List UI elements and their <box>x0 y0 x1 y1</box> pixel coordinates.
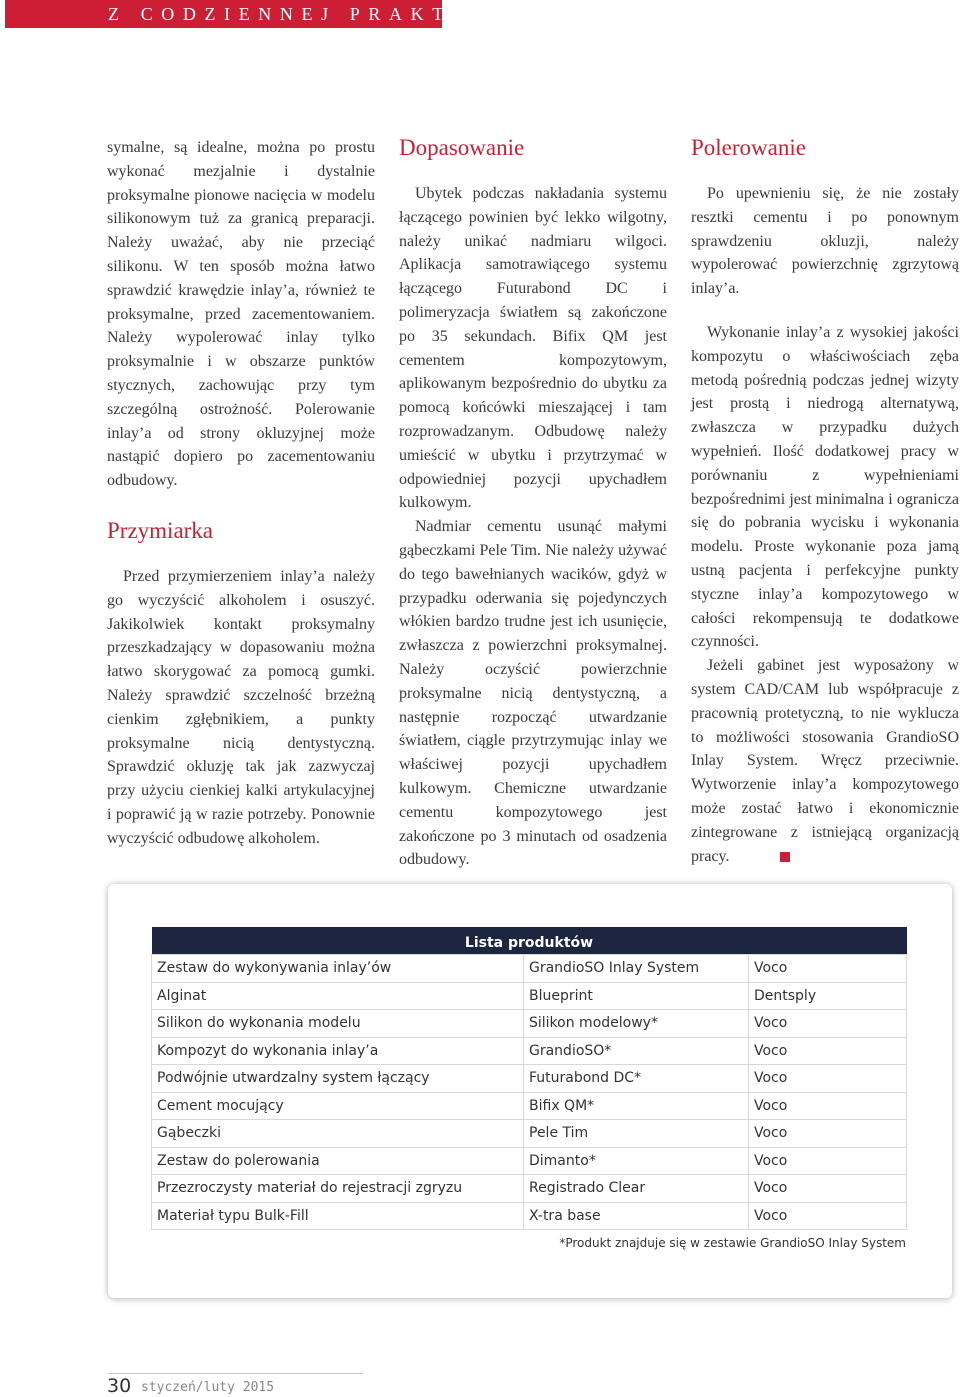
footer-divider <box>107 1373 363 1374</box>
product-name-cell: Zestaw do wykonywania inlay’ów <box>152 955 524 983</box>
table-row <box>152 1010 907 1038</box>
table-row <box>152 1037 907 1065</box>
section-heading-przymiarka: Przymiarka <box>107 517 214 543</box>
table-row <box>152 1147 907 1175</box>
table-row <box>152 1202 907 1230</box>
page-number: 30 <box>107 1375 132 1397</box>
section-heading-dopasowanie: Dopasowanie <box>399 135 525 160</box>
product-name-cell: Materiał typu Bulk-Fill <box>152 1202 524 1230</box>
table-row <box>152 1175 907 1203</box>
product-table <box>151 927 907 1230</box>
manufacturer-cell: Voco <box>749 955 907 983</box>
manufacturer-cell: Voco <box>749 1010 907 1038</box>
manufacturer-cell: Voco <box>749 1092 907 1120</box>
product-list-box <box>108 884 952 1298</box>
product-brand-cell: X-tra base <box>524 1202 749 1230</box>
product-table-title: Lista produktów <box>152 927 907 955</box>
product-name-cell: Zestaw do polerowania <box>152 1147 524 1175</box>
body-paragraph: Ubytek podczas nakładania systemu łączącego powinien być lekko wilgotny, należy unikać nadmiaru wilgoci. Aplikacja samotrawiącego systemu łączącego Futurabond DC i polimeryzacja światłem są zakończone po 35 sekundach. Bifix QM jest cementem kompozytowym, aplikowanym bezpośrednio do ubytku za pomocą końcówki mieszającej i tam rozprowadzanym. Odbudowę należy umieścić w ubytku i przytrzymać w odpowiedniej pozycji upychadłem kulkowym. <box>399 185 667 512</box>
end-of-article-mark <box>780 852 790 862</box>
body-paragraph: Przed przymierzeniem inlay’a należy go wyczyścić alkoholem i osuszyć. Jakikolwiek kontakt proksymalny przeszkadzający w dopasowaniu można łatwo skorygować za pomocą gumki. Należy sprawdzić szczelność brzeżną cienkim zgłębnikiem, a punkty proksymalne nicią dentystyczną. Sprawdzić okluzję tak jak zazwyczaj przy użyciu cienkiej kalki artykulacyjnej i poprawić ją w razie potrzeby. Ponownie wyczyścić odbudowę alkoholem. <box>107 567 375 847</box>
product-name-cell: Kompozyt do wykonania inlay’a <box>152 1037 524 1065</box>
product-name-cell: Przezroczysty materiał do rejestracji zgryzu <box>152 1175 524 1203</box>
product-brand-cell: Silikon modelowy* <box>524 1010 749 1038</box>
product-table-header-row <box>152 927 907 955</box>
table-row <box>152 1120 907 1148</box>
section-heading-polerowanie: Polerowanie <box>691 135 806 160</box>
manufacturer-cell: Dentsply <box>749 982 907 1010</box>
table-row <box>152 1065 907 1093</box>
body-paragraph-text: Jeżeli gabinet jest wyposażony w system CAD/CAM lub współpracuje z pracownią protetyczną, to nie wyklucza to możliwości stosowania GrandioSO Inlay System. Wręcz przeciwnie. Wytworzenie inlay’a kompozytowego może zostać łatwo i ekonomicznie zintegrowane z istniejącą organizacją pracy. <box>691 657 959 865</box>
manufacturer-cell: Voco <box>749 1065 907 1093</box>
section-title-banner: Z CODZIENNEJ PRAKTYKI <box>5 0 442 28</box>
product-brand-cell: Registrado Clear <box>524 1175 749 1203</box>
product-footnote: *Produkt znajduje się w zestawie GrandioSO Inlay System <box>559 1236 906 1250</box>
product-brand-cell: Pele Tim <box>524 1120 749 1148</box>
manufacturer-cell: Voco <box>749 1202 907 1230</box>
product-brand-cell: GrandioSO Inlay System <box>524 955 749 983</box>
manufacturer-cell: Voco <box>749 1175 907 1203</box>
product-brand-cell: Futurabond DC* <box>524 1065 749 1093</box>
body-paragraph: Po upewnieniu się, że nie zostały resztki cementu i po ponownym sprawdzeniu okluzji, należy wypolerować powierzchnię zgrzytową inlay’a. <box>691 185 959 298</box>
manufacturer-cell: Voco <box>749 1037 907 1065</box>
product-name-cell: Podwójnie utwardzalny system łączący <box>152 1065 524 1093</box>
product-brand-cell: Dimanto* <box>524 1147 749 1175</box>
article-column-2 <box>399 134 667 872</box>
issue-date: styczeń/luty 2015 <box>141 1380 275 1395</box>
product-name-cell: Alginat <box>152 982 524 1010</box>
product-table-body <box>152 955 907 1230</box>
article-column-1 <box>107 136 375 851</box>
article-column-3 <box>691 134 959 868</box>
table-row <box>152 955 907 983</box>
body-paragraph: Wykonanie inlay’a z wysokiej jakości kompozytu o właściwościach zęba metodą pośrednią podczas jednej wizyty jest prostą i niedrogą alternatywą, zwłaszcza w przypadku dużych wypełnień. Ilość dodatkowej pracy w porównaniu z wypełnieniami bezpośrednimi jest minimalna i ogranicza się do pobrania wycisku i wykonania modelu. Proste wykonanie poza jamą ustną pacjenta i perfekcyjne punkty styczne inlay’a kompozytowego w całości rekompensują te dodatkowe czynności. <box>691 323 959 651</box>
manufacturer-cell: Voco <box>749 1120 907 1148</box>
product-name-cell: Gąbeczki <box>152 1120 524 1148</box>
table-row <box>152 982 907 1010</box>
product-name-cell: Silikon do wykonania modelu <box>152 1010 524 1038</box>
product-name-cell: Cement mocujący <box>152 1092 524 1120</box>
table-row <box>152 1092 907 1120</box>
body-paragraph-last <box>691 654 959 868</box>
body-paragraph: symalne, są idealne, można po prostu wykonać mezjalnie i dystalnie proksymalne pionowe nacięcia w modelu silikonowym tuż za granicą preparacji. Należy uważać, aby nie przeciąć silikonu. W ten sposób można łatwo sprawdzić krawędzie inlay’a, również te proksymalne, przed zacementowaniem. Należy wypolerować inlay tylko proksymalnie i w obszarze punktów stycznych, zachowując przy tym szczególną ostrożność. Polerowanie inlay’a od strony okluzyjnej może nastąpić dopiero po zacementowaniu odbudowy. <box>107 139 375 490</box>
product-brand-cell: Blueprint <box>524 982 749 1010</box>
manufacturer-cell: Voco <box>749 1147 907 1175</box>
body-paragraph: Nadmiar cementu usunąć małymi gąbeczkami Pele Tim. Nie należy używać do tego bawełnianych wacików, gdyż w przypadku oderwania się pojedynczych włókien bardzo trudne jest ich usunięcie, zwłaszcza z powierzchni proksymalnej. Należy oczyścić powierzchnie proksymalne nicią dentystyczną, a następnie rozpocząć utwardzanie światłem, ciągle przytrzymując inlay we właściwej pozycji upychadłem kulkowym. Chemiczne utwardzanie cementu kompozytowego jest zakończone po 3 minutach od osadzenia odbudowy. <box>399 518 667 869</box>
product-brand-cell: GrandioSO* <box>524 1037 749 1065</box>
product-brand-cell: Bifix QM* <box>524 1092 749 1120</box>
